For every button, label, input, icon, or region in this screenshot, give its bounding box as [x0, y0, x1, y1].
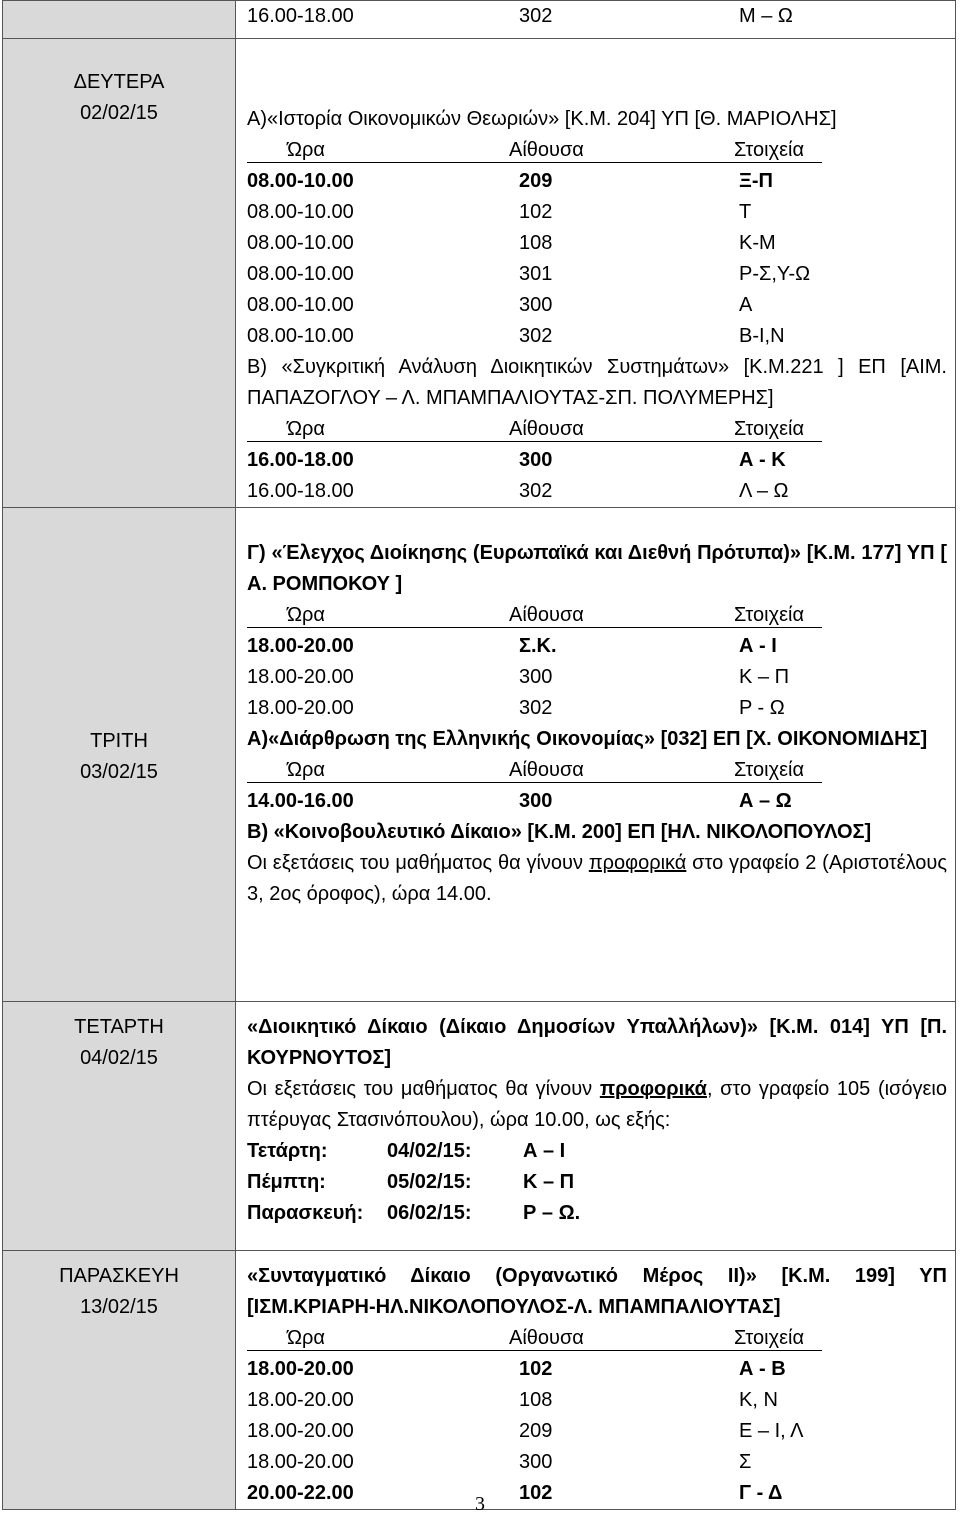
row-room: 301	[519, 263, 553, 285]
oral-day: Πέμπτη:	[247, 1171, 326, 1193]
row-time: 08.00-10.00	[247, 201, 354, 223]
schedule-row	[247, 1, 947, 32]
row-time: 18.00-20.00	[247, 1389, 354, 1411]
row-room: 300	[519, 294, 553, 316]
oral-group: Ρ – Ω.	[523, 1202, 581, 1224]
day-date: 04/02/15	[80, 1047, 158, 1069]
day-cell-previous	[3, 1, 236, 39]
schedule-row	[247, 476, 947, 507]
oral-exam-row	[247, 1136, 947, 1167]
row-group: Σ	[739, 1451, 752, 1473]
content-cell-tuesday	[236, 508, 956, 1002]
content-cell-friday	[236, 1251, 956, 1510]
row-time: 18.00-20.00	[247, 1451, 354, 1473]
day-cell-tuesday	[3, 508, 236, 1002]
row-group: Κ-Μ	[739, 232, 776, 254]
column-header: Ώρα Αίθουσα Στοιχεία	[247, 755, 947, 786]
day-date: 03/02/15	[80, 761, 158, 783]
row-time: 08.00-10.00	[247, 294, 354, 316]
exam-note: Οι εξετάσεις του μαθήματος θα γίνουν προφορικά στο γραφείο 2 (Αριστοτέλους 3, 2ος όροφος), ώρα 14.00.	[247, 852, 947, 905]
course-title: Γ) «Έλεγχος Διοίκησης (Ευρωπαϊκά και Διεθνή Πρότυπα)» [Κ.Μ. 177] ΥΠ [ Α. ΡΟΜΠΟΚΟΥ ]	[247, 542, 947, 595]
row-room: 302	[519, 5, 553, 27]
row-group: Β-Ι,Ν	[739, 325, 785, 347]
column-header: Ώρα Αίθουσα Στοιχεία	[247, 1323, 947, 1354]
row-time: 18.00-20.00	[247, 635, 354, 657]
oral-group: Κ – Π	[523, 1171, 575, 1193]
row-group: Ρ - Ω	[739, 697, 785, 719]
row-time: 08.00-10.00	[247, 325, 354, 347]
schedule-row	[247, 662, 947, 693]
row-group: Α	[739, 294, 753, 316]
row-room: 300	[519, 449, 553, 471]
oral-date: 05/02/15:	[387, 1171, 472, 1193]
exam-schedule-table	[2, 0, 956, 1510]
row-time: 18.00-20.00	[247, 1358, 354, 1380]
row-room: 300	[519, 666, 553, 688]
row-time: 16.00-18.00	[247, 5, 354, 27]
day-name: ΠΑΡΑΣΚΕΥΗ	[59, 1265, 179, 1287]
oral-exam-dates	[247, 1136, 947, 1229]
row-room: 102	[519, 201, 553, 223]
content-cell-previous	[236, 1, 956, 39]
course-title: Α)«Διάρθρωση της Ελληνικής Οικονομίας» [032] ΕΠ [Χ. ΟΙΚΟΝΟΜΙΔΗΣ]	[247, 728, 928, 750]
page-number: 3	[475, 1493, 485, 1515]
schedule-row	[247, 1447, 947, 1478]
schedule-row	[247, 631, 947, 662]
schedule-row	[247, 1354, 947, 1385]
row-room: 108	[519, 232, 553, 254]
course-title: «Διοικητικό Δίκαιο (Δίκαιο Δημοσίων Υπαλλήλων)» [Κ.Μ. 014] ΥΠ [Π. ΚΟΥΡΝΟΥΤΟΣ]	[247, 1016, 947, 1069]
row-group: Ρ-Σ,Υ-Ω	[739, 263, 811, 285]
course-title: Β) «Κοινοβουλευτικό Δίκαιο» [Κ.Μ. 200] ΕΠ [ΗΛ. ΝΙΚΟΛΟΠΟΥΛΟΣ]	[247, 821, 872, 843]
course-title: Β) «Συγκριτική Ανάλυση Διοικητικών Συστημάτων» [Κ.Μ.221 ] ΕΠ [ΑΙΜ. ΠΑΠΑΖΟΓΛΟΥ – Λ. ΜΠΑΜΠΑΛΙΟΥΤΑΣ-ΣΠ. ΠΟΛΥΜΕΡΗΣ]	[247, 356, 947, 409]
row-time: 08.00-10.00	[247, 263, 354, 285]
row-time: 18.00-20.00	[247, 1420, 354, 1442]
row-group: Μ – Ω	[739, 5, 793, 27]
row-room: 102	[519, 1358, 553, 1380]
row-time: 16.00-18.00	[247, 449, 354, 471]
schedule-row	[247, 693, 947, 724]
row-room: Σ.Κ.	[519, 635, 557, 657]
row-group: Κ, Ν	[739, 1389, 778, 1411]
column-header: Ώρα Αίθουσα Στοιχεία	[247, 414, 947, 445]
schedule-row	[247, 1416, 947, 1447]
oral-exam-row	[247, 1167, 947, 1198]
row-time: 16.00-18.00	[247, 480, 354, 502]
schedule-row	[247, 321, 947, 352]
row-room: 300	[519, 790, 553, 812]
row-time: 08.00-10.00	[247, 232, 354, 254]
row-time: 18.00-20.00	[247, 666, 354, 688]
row-time: 08.00-10.00	[247, 170, 354, 192]
day-date: 13/02/15	[80, 1296, 158, 1318]
oral-exam-row	[247, 1198, 947, 1229]
row-room: 209	[519, 1420, 553, 1442]
schedule-row	[247, 290, 947, 321]
column-header: Ώρα Αίθουσα Στοιχεία	[247, 135, 947, 166]
row-group: Α - Κ	[739, 449, 786, 471]
row-room: 300	[519, 1451, 553, 1473]
row-group: Α - Β	[739, 1358, 786, 1380]
schedule-row	[247, 166, 947, 197]
row-group: Α - Ι	[739, 635, 777, 657]
schedule-row	[247, 197, 947, 228]
course-title: «Συνταγματικό Δίκαιο (Οργανωτικό Μέρος ΙΙ)» [Κ.Μ. 199] ΥΠ [ΙΣΜ.ΚΡΙΑΡΗ-ΗΛ.ΝΙΚΟΛΟΠΟΥΛΟΣ-Λ. ΜΠΑΜΠΑΛΙΟΥΤΑΣ]	[247, 1265, 947, 1318]
row-time: 20.00-22.00	[247, 1482, 354, 1504]
content-cell-wednesday	[236, 1002, 956, 1251]
row-room: 209	[519, 170, 553, 192]
schedule-row	[247, 445, 947, 476]
content-cell-monday	[236, 39, 956, 508]
row-room: 302	[519, 480, 553, 502]
row-time: 18.00-20.00	[247, 697, 354, 719]
column-header: Ώρα Αίθουσα Στοιχεία	[247, 600, 947, 631]
oral-day: Τετάρτη:	[247, 1140, 328, 1162]
schedule-row	[247, 228, 947, 259]
row-group: Λ – Ω	[739, 480, 789, 502]
oral-date: 04/02/15:	[387, 1140, 472, 1162]
schedule-row	[247, 786, 947, 817]
day-name: ΤΕΤΑΡΤΗ	[74, 1016, 164, 1038]
day-date: 02/02/15	[80, 102, 158, 124]
course-title: Α)«Ιστορία Οικονομικών Θεωριών» [Κ.Μ. 204] ΥΠ [Θ. ΜΑΡΙΟΛΗΣ]	[247, 108, 837, 130]
exam-note: Οι εξετάσεις του μαθήματος θα γίνουν προφορικά, στο γραφείο 105 (ισόγειο πτέρυγας Στασινόπουλου), ώρα 10.00, ως εξής:	[247, 1078, 947, 1131]
schedule-row	[247, 259, 947, 290]
row-group: Α – Ω	[739, 790, 792, 812]
schedule-row	[247, 1385, 947, 1416]
oral-date: 06/02/15:	[387, 1202, 472, 1224]
day-cell-monday	[3, 39, 236, 508]
row-time: 14.00-16.00	[247, 790, 354, 812]
day-cell-wednesday	[3, 1002, 236, 1251]
row-group: Ε – Ι, Λ	[739, 1420, 804, 1442]
row-group: Κ – Π	[739, 666, 790, 688]
row-group: Ξ-Π	[739, 170, 773, 192]
row-room: 102	[519, 1482, 553, 1504]
row-group: Τ	[739, 201, 752, 223]
day-name: ΔΕΥΤΕΡΑ	[73, 71, 165, 93]
day-cell-friday	[3, 1251, 236, 1510]
row-group: Γ - Δ	[739, 1482, 783, 1504]
oral-group: Α – Ι	[523, 1140, 566, 1162]
oral-day: Παρασκευή:	[247, 1202, 364, 1224]
day-name: ΤΡΙΤΗ	[90, 730, 148, 752]
row-room: 108	[519, 1389, 553, 1411]
row-room: 302	[519, 325, 553, 347]
row-room: 302	[519, 697, 553, 719]
